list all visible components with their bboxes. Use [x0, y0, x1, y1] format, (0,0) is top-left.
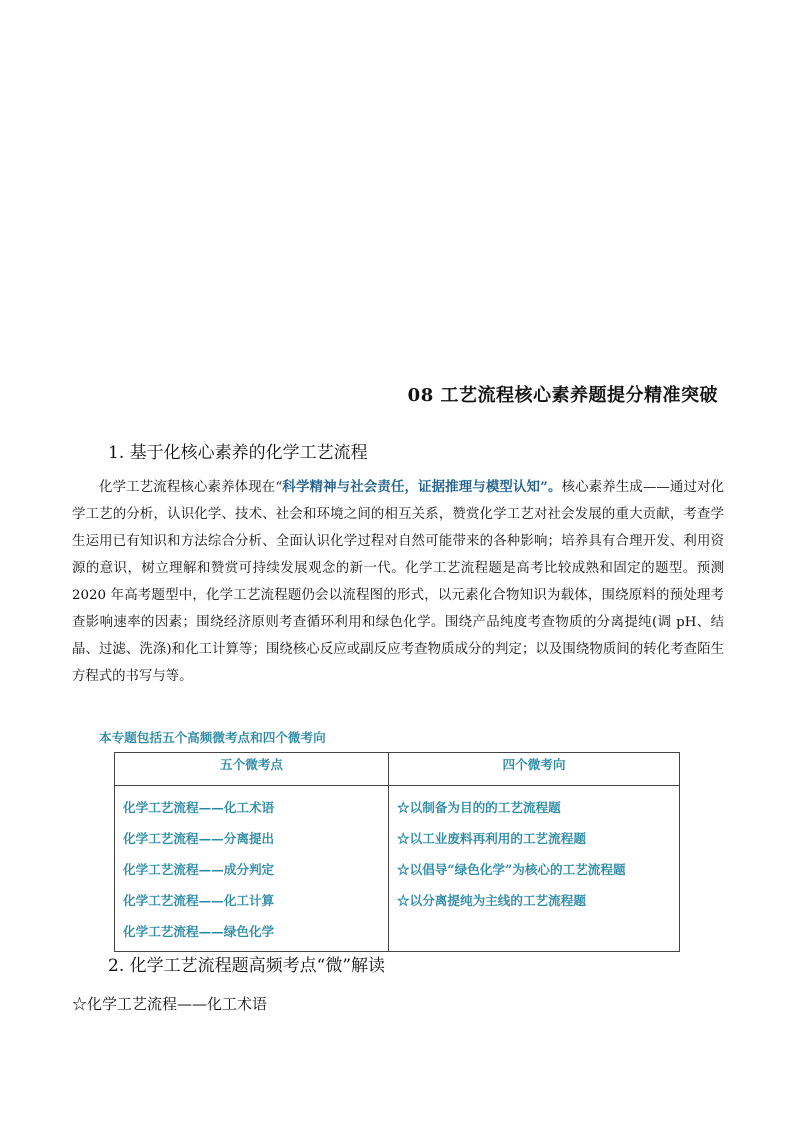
section-1-heading: 1. 基于化核心素养的化学工艺流程	[108, 443, 368, 463]
section-2-heading: 2. 化学工艺流程题高频考点“微”解读	[108, 956, 386, 976]
table-row	[115, 786, 680, 952]
list-item: 化学工艺流程——化工术语	[123, 800, 275, 815]
table-header-col-1: 五个微考点	[115, 753, 389, 786]
list-item: ☆以制备为目的的工艺流程题	[397, 800, 561, 815]
micro-points-cell	[115, 786, 389, 952]
list-item: ☆以工业废料再利用的工艺流程题	[397, 831, 586, 846]
paragraph-emphasis: 科学精神与社会责任，证据推理与模型认知”。	[282, 479, 562, 495]
list-item: 化学工艺流程——成分判定	[123, 862, 275, 877]
list-item: ☆以分离提纯为主线的工艺流程题	[397, 893, 586, 908]
body-paragraph	[72, 474, 724, 690]
paragraph-part-1: 化学工艺流程核心素养体现在“	[99, 480, 283, 495]
table-header-row	[115, 753, 680, 786]
list-item: ☆以倡导“绿色化学”为核心的工艺流程题	[397, 862, 626, 877]
topics-table	[114, 752, 680, 952]
table-header-col-2: 四个微考向	[389, 753, 680, 786]
page-title: 08 工艺流程核心素养题提分精准突破	[407, 385, 718, 406]
paragraph-part-2: 核心素养生成——通过对化学工艺的分析，认识化学、技术、社会和环境之间的相互关系，赞赏化学工艺对社会发展的重大贡献，考查学生运用已有知识和方法综合分析、全面认识化学过程对自然可能带来的各种影响；培养具有合理开发、利用资源的意识，树立理解和赞赏可持续发展观念的新一代。化学工艺流程题是高考比较成熟和固定的题型。预测 2020 年高考题型中，化学工艺流程题仍会以流程图的形式，以元素化合物知识为载体，围绕原料的预处理考查影响速率的因素；围绕经济原则考查循环利用和绿色化学。围绕产品纯度考查物质的分离提纯(调 pH、结晶、过滤、洗涤)和化工计算等；围绕核心反应或副反应考查物质成分的判定；以及围绕物质间的转化考查陌生方程式的书写与等。	[72, 480, 724, 684]
list-item: 化学工艺流程——分离提出	[123, 831, 275, 846]
micro-directions-cell	[389, 786, 680, 952]
subsection-heading: ☆化学工艺流程——化工术语	[72, 995, 268, 1013]
topic-intro-line: 本专题包括五个高频微考点和四个微考向	[99, 730, 326, 745]
list-item: 化学工艺流程——绿色化学	[123, 924, 275, 939]
list-item: 化学工艺流程——化工计算	[123, 893, 275, 908]
